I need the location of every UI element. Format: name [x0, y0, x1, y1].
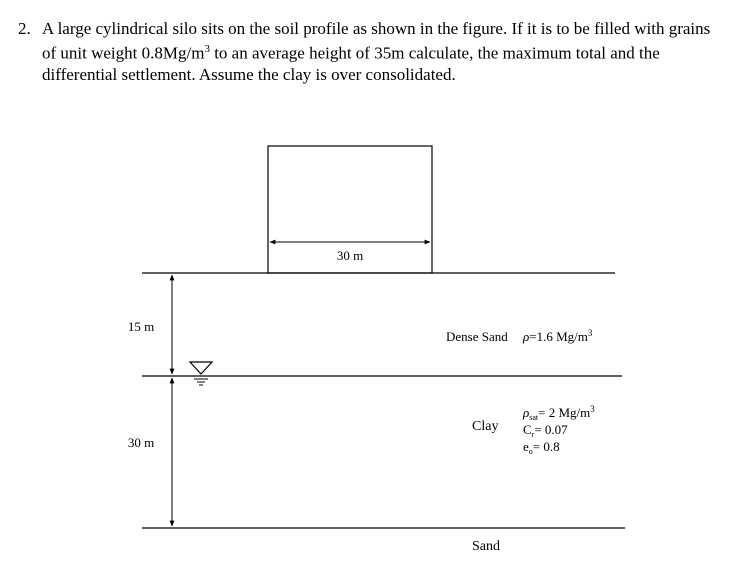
- question-text-part2: to an average height of 35m calculate, the maximum total and the differential settlement. Assume the clay is over consolidated.: [42, 43, 660, 84]
- clay-rho-sup: 3: [590, 404, 595, 414]
- clay-cr-sub: r: [531, 430, 535, 439]
- question-text-part1: A large cylindrical silo sits on the soil profile as shown in the figure. If it is to be filled with grains of unit weight 0.8Mg/m: [42, 19, 711, 63]
- clay-label: Clay: [472, 419, 499, 434]
- dense-sand-rho-symbol: ρ: [523, 329, 530, 344]
- clay-eo-value: = 0.8: [532, 439, 560, 454]
- dense-sand-rho-sup: 3: [587, 328, 593, 338]
- clay-cr-value: = 0.07: [534, 422, 568, 437]
- question-superscript: 3: [204, 43, 210, 55]
- clay-recompression-index: [523, 422, 568, 439]
- silo-width-label: 30 m: [336, 248, 364, 263]
- bottom-sand-label: Sand: [472, 539, 500, 554]
- dense-sand-label: Dense Sand: [446, 329, 508, 344]
- question-number: 2.: [18, 19, 31, 38]
- clay-void-ratio: [523, 439, 560, 456]
- water-table-icon: [190, 362, 212, 385]
- dense-sand-density: [522, 328, 593, 344]
- clay-eo-sub: o: [528, 447, 533, 456]
- dense-sand-rho-value: =1.6 Mg/m: [529, 329, 588, 344]
- clay-eo-symbol: e: [523, 439, 529, 454]
- clay-thickness-label: 30 m: [127, 435, 155, 450]
- clay-rho-sub: sat: [529, 413, 539, 422]
- clay-cr-symbol: C: [523, 422, 532, 437]
- clay-saturated-density: [522, 404, 595, 422]
- clay-rho-value: = 2 Mg/m: [538, 405, 591, 420]
- clay-rho-symbol: ρ: [523, 405, 530, 420]
- sand-thickness-label: 15 m: [127, 319, 155, 334]
